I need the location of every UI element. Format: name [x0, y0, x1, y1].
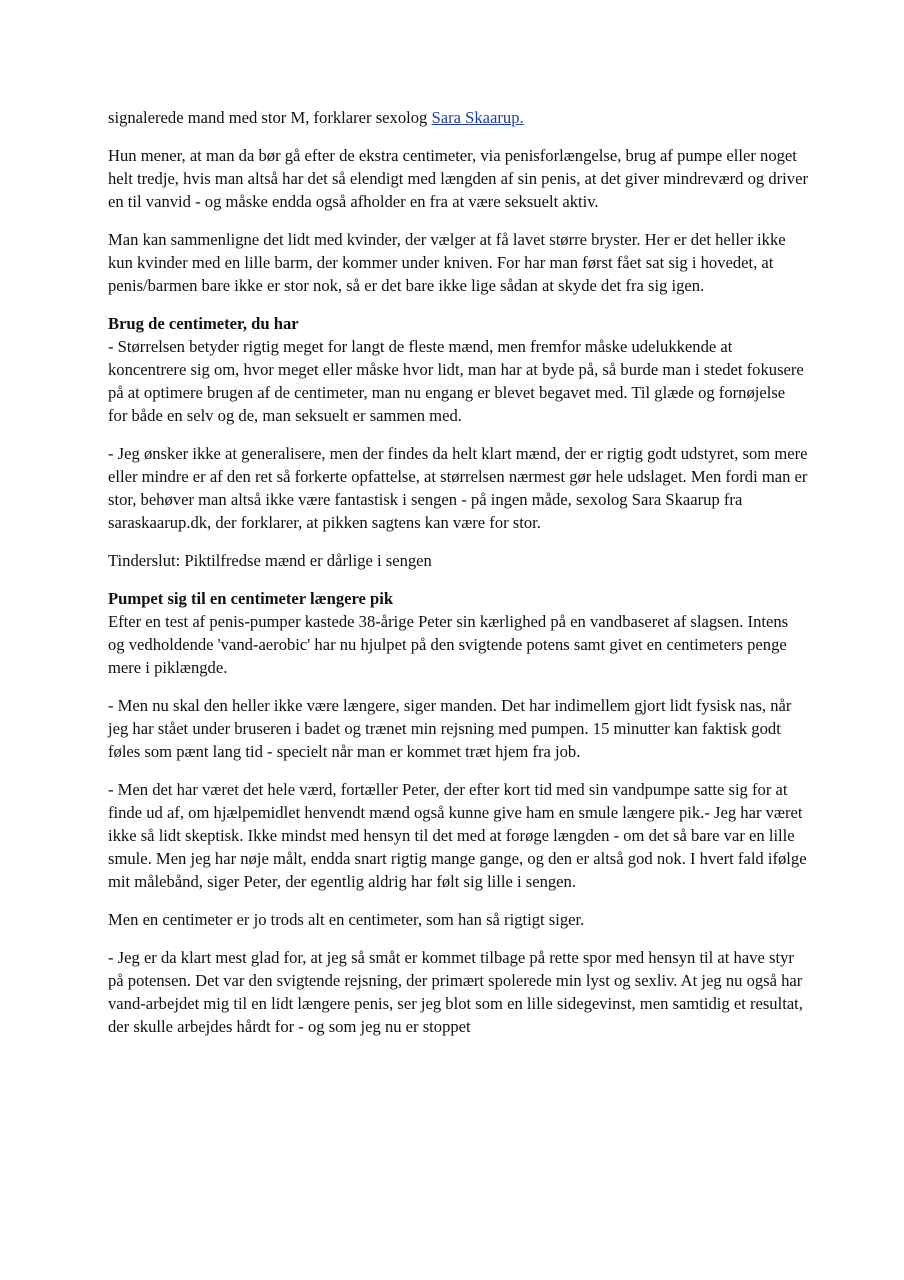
paragraph: - Størrelsen betyder rigtig meget for langt de fleste mænd, men fremfor måske udelukkende at koncentrere sig om, hvor meget eller måske hvor lidt, man har at byde på, så burde man i stedet fokusere på at optimere brugen af de centimeter, man nu engang er blevet begavet med. Til glæde og fornøjelse for både en selv og de, man seksuelt er sammen med.	[108, 337, 804, 425]
sara-skaarup-link[interactable]: Sara Skaarup.	[431, 108, 524, 127]
paragraph: Hun mener, at man da bør gå efter de ekstra centimeter, via penisforlængelse, brug af pumpe eller noget helt tredje, hvis man altså har det så elendigt med længden af sin penis, at det giver mindreværd og driver en til vanvid - og måske endda også afholder en fra at være seksuelt aktiv.	[108, 146, 808, 211]
paragraph: Efter en test af penis-pumper kastede 38-årige Peter sin kærlighed på en vandbaseret af slagsen. Intens og vedholdende 'vand-aerobic' har nu hjulpet på den svigtende potens samt givet en centimeters penge mere i piklængde.	[108, 612, 789, 677]
document-page	[108, 106, 808, 1053]
intro-text: signalerede mand med stor M, forklarer sexolog	[108, 108, 432, 127]
section-heading-brug: Brug de centimeter, du har	[108, 314, 299, 333]
paragraph: - Jeg er da klart mest glad for, at jeg så småt er kommet tilbage på rette spor med hensyn til at have styr på potensen. Det var den svigtende rejsning, der primært spolerede min lyst og sexliv. At jeg nu også har vand-arbejdet mig til en lidt længere penis, ser jeg blot som en lille sidegevinst, men samtidig et resultat, der skulle arbejdes hårdt for - og som jeg nu er stoppet	[108, 948, 803, 1036]
paragraph: - Men det har været det hele værd, fortæller Peter, der efter kort tid med sin vandpumpe satte sig for at finde ud af, om hjælpemidlet henvendt mænd også kunne give ham en smule længere pik.- Jeg har været ikke så lidt skeptisk. Ikke mindst med hensyn til det med at forøge længden - om det så bare var en lille smule. Men jeg har nøje målt, endda snart rigtig mange gange, og den er altså god nok. I hvert fald ifølge mit målebånd, siger Peter, der egentlig aldrig har følt sig lille i sengen.	[108, 780, 807, 891]
related-article-line: Tinderslut: Piktilfredse mænd er dårlige i sengen	[108, 551, 432, 570]
paragraph: Man kan sammenligne det lidt med kvinder, der vælger at få lavet større bryster. Her er det heller ikke kun kvinder med en lille barm, der kommer under kniven. For har man først fået sat sig i hovedet, at penis/barmen bare ikke er stor nok, så er det bare ikke lige sådan at skyde det fra sig igen.	[108, 230, 786, 295]
paragraph: - Men nu skal den heller ikke være længere, siger manden. Det har indimellem gjort lidt fysisk nas, når jeg har stået under bruseren i badet og trænet min rejsning med pumpen. 15 minutter kan faktisk godt føles som pænt lang tid - specielt når man er kommet træt hjem fra job.	[108, 696, 792, 761]
paragraph: Men en centimeter er jo trods alt en centimeter, som han så rigtigt siger.	[108, 910, 585, 929]
paragraph: - Jeg ønsker ikke at generalisere, men der findes da helt klart mænd, der er rigtig godt udstyret, som mere eller mindre er af den ret så forkerte opfattelse, at størrelsen nærmest gør hele udslaget. Men fordi man er stor, behøver man altså ikke være fantastisk i sengen - på ingen måde, sexolog Sara Skaarup fra saraskaarup.dk, der forklarer, at pikken sagtens kan være for stor.	[108, 444, 808, 532]
section-heading-pumpet: Pumpet sig til en centimeter længere pik	[108, 589, 394, 608]
intro-paragraph	[108, 106, 808, 129]
